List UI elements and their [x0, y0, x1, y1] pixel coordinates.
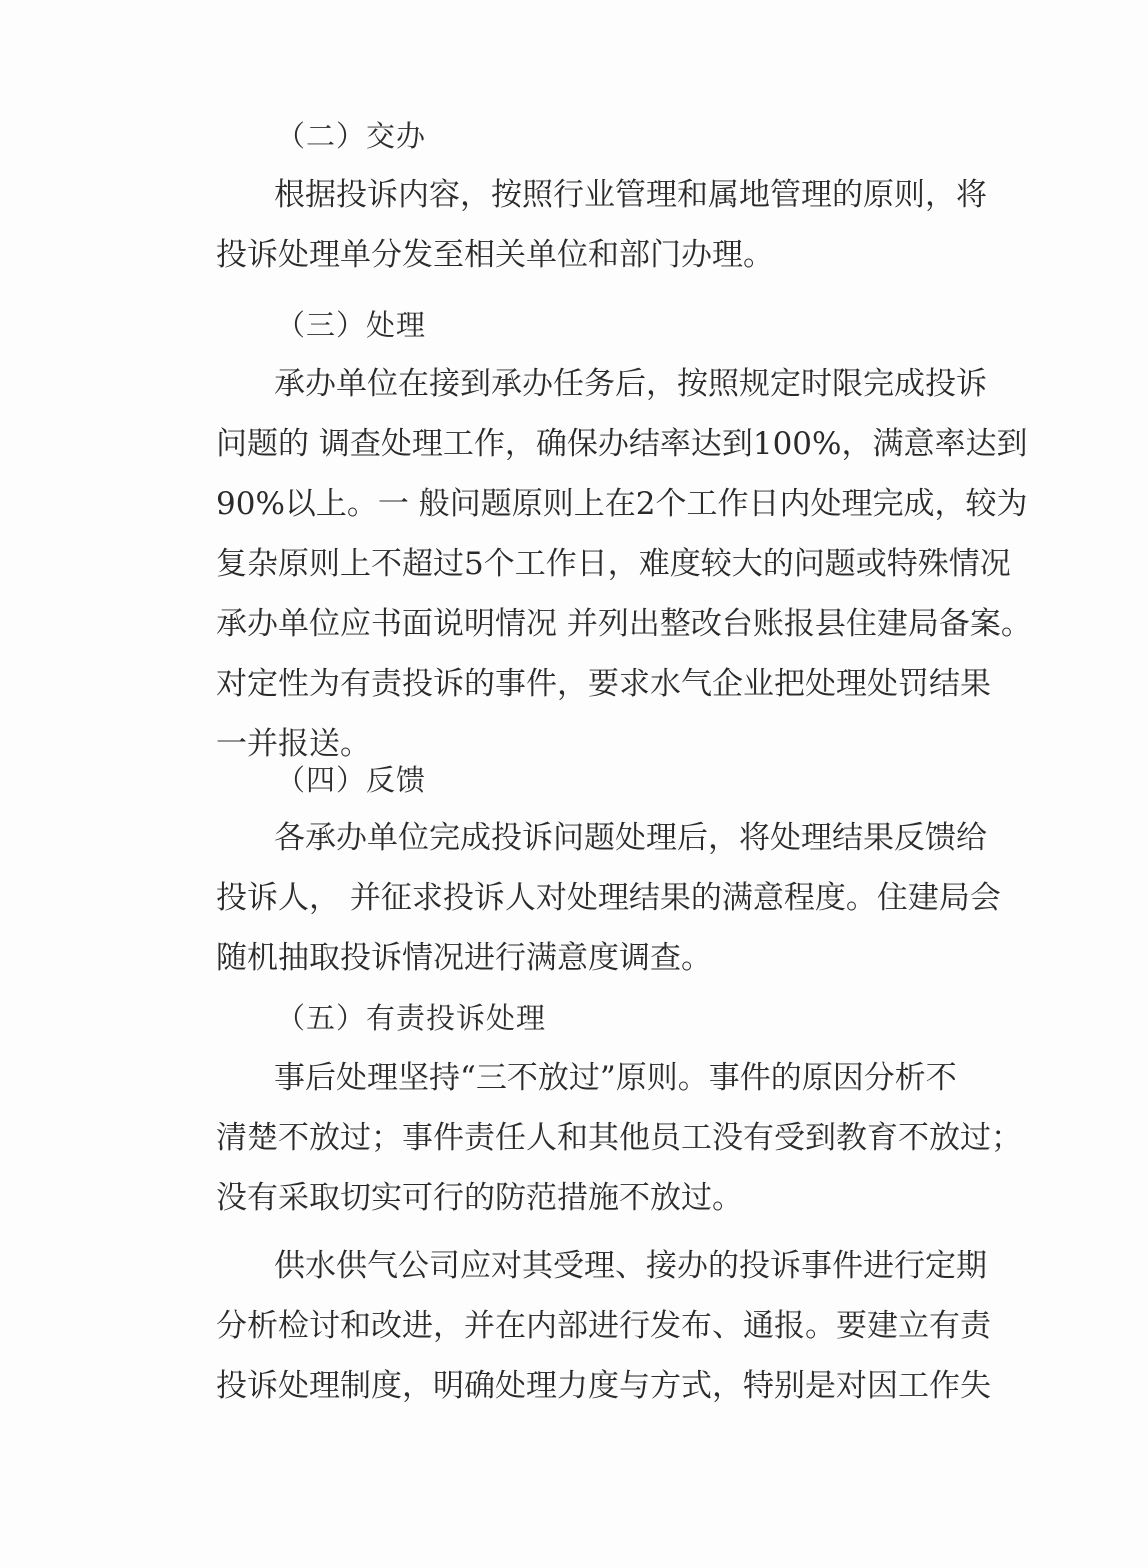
text-line: 对定性为有责投诉的事件，要求水气企业把处理处罚结果: [216, 666, 991, 702]
text-line: 没有采取切实可行的防范措施不放过。: [216, 1180, 743, 1216]
text-line: 复杂原则上不超过5个工作日，难度较大的问题或特殊情况: [216, 546, 1011, 582]
paragraph-jiaoban: [216, 165, 996, 285]
text-line: 承办单位在接到承办任务后，按照规定时限完成投诉: [274, 366, 987, 402]
text-line: 根据投诉内容，按照行业管理和属地管理的原则，将: [274, 177, 987, 213]
heading-fankui: （四）反馈: [276, 763, 427, 797]
paragraph-gongshui-gongqi: [216, 1236, 996, 1416]
text-line: 90%以上。一 般问题原则上在2个工作日内处理完成，较为: [216, 486, 1028, 522]
text-line: 供水供气公司应对其受理、接办的投诉事件进行定期: [274, 1248, 987, 1284]
paragraph-fankui: [216, 808, 1001, 988]
heading-jiaoban: （二）交办: [276, 119, 427, 153]
text-line: 随机抽取投诉情况进行满意度调查。: [216, 940, 712, 976]
heading-youze-tousu: （五）有责投诉处理: [276, 1001, 547, 1035]
text-line: 投诉处理单分发至相关单位和部门办理。: [216, 237, 774, 273]
paragraph-chuli: [216, 354, 1032, 774]
paragraph-youze-tousu: [216, 1048, 1022, 1228]
text-line: 事后处理坚持“三不放过”原则。事件的原因分析不: [274, 1060, 957, 1096]
text-line: 问题的 调查处理工作，确保办结率达到100%，满意率达到: [216, 426, 1028, 462]
text-line: 各承办单位完成投诉问题处理后，将处理结果反馈给: [274, 820, 987, 856]
text-line: 投诉人， 并征求投诉人对处理结果的满意程度。住建局会: [216, 880, 1001, 916]
text-line: 清楚不放过；事件责任人和其他员工没有受到教育不放过；: [216, 1120, 1022, 1156]
text-line: 一并报送。: [216, 726, 371, 762]
text-line: 投诉处理制度，明确处理力度与方式，特别是对因工作失: [216, 1368, 991, 1404]
text-line: 承办单位应书面说明情况 并列出整改台账报县住建局备案。: [216, 606, 1032, 642]
text-line: 分析检讨和改进，并在内部进行发布、通报。要建立有责: [216, 1308, 991, 1344]
heading-chuli: （三）处理: [276, 308, 427, 342]
